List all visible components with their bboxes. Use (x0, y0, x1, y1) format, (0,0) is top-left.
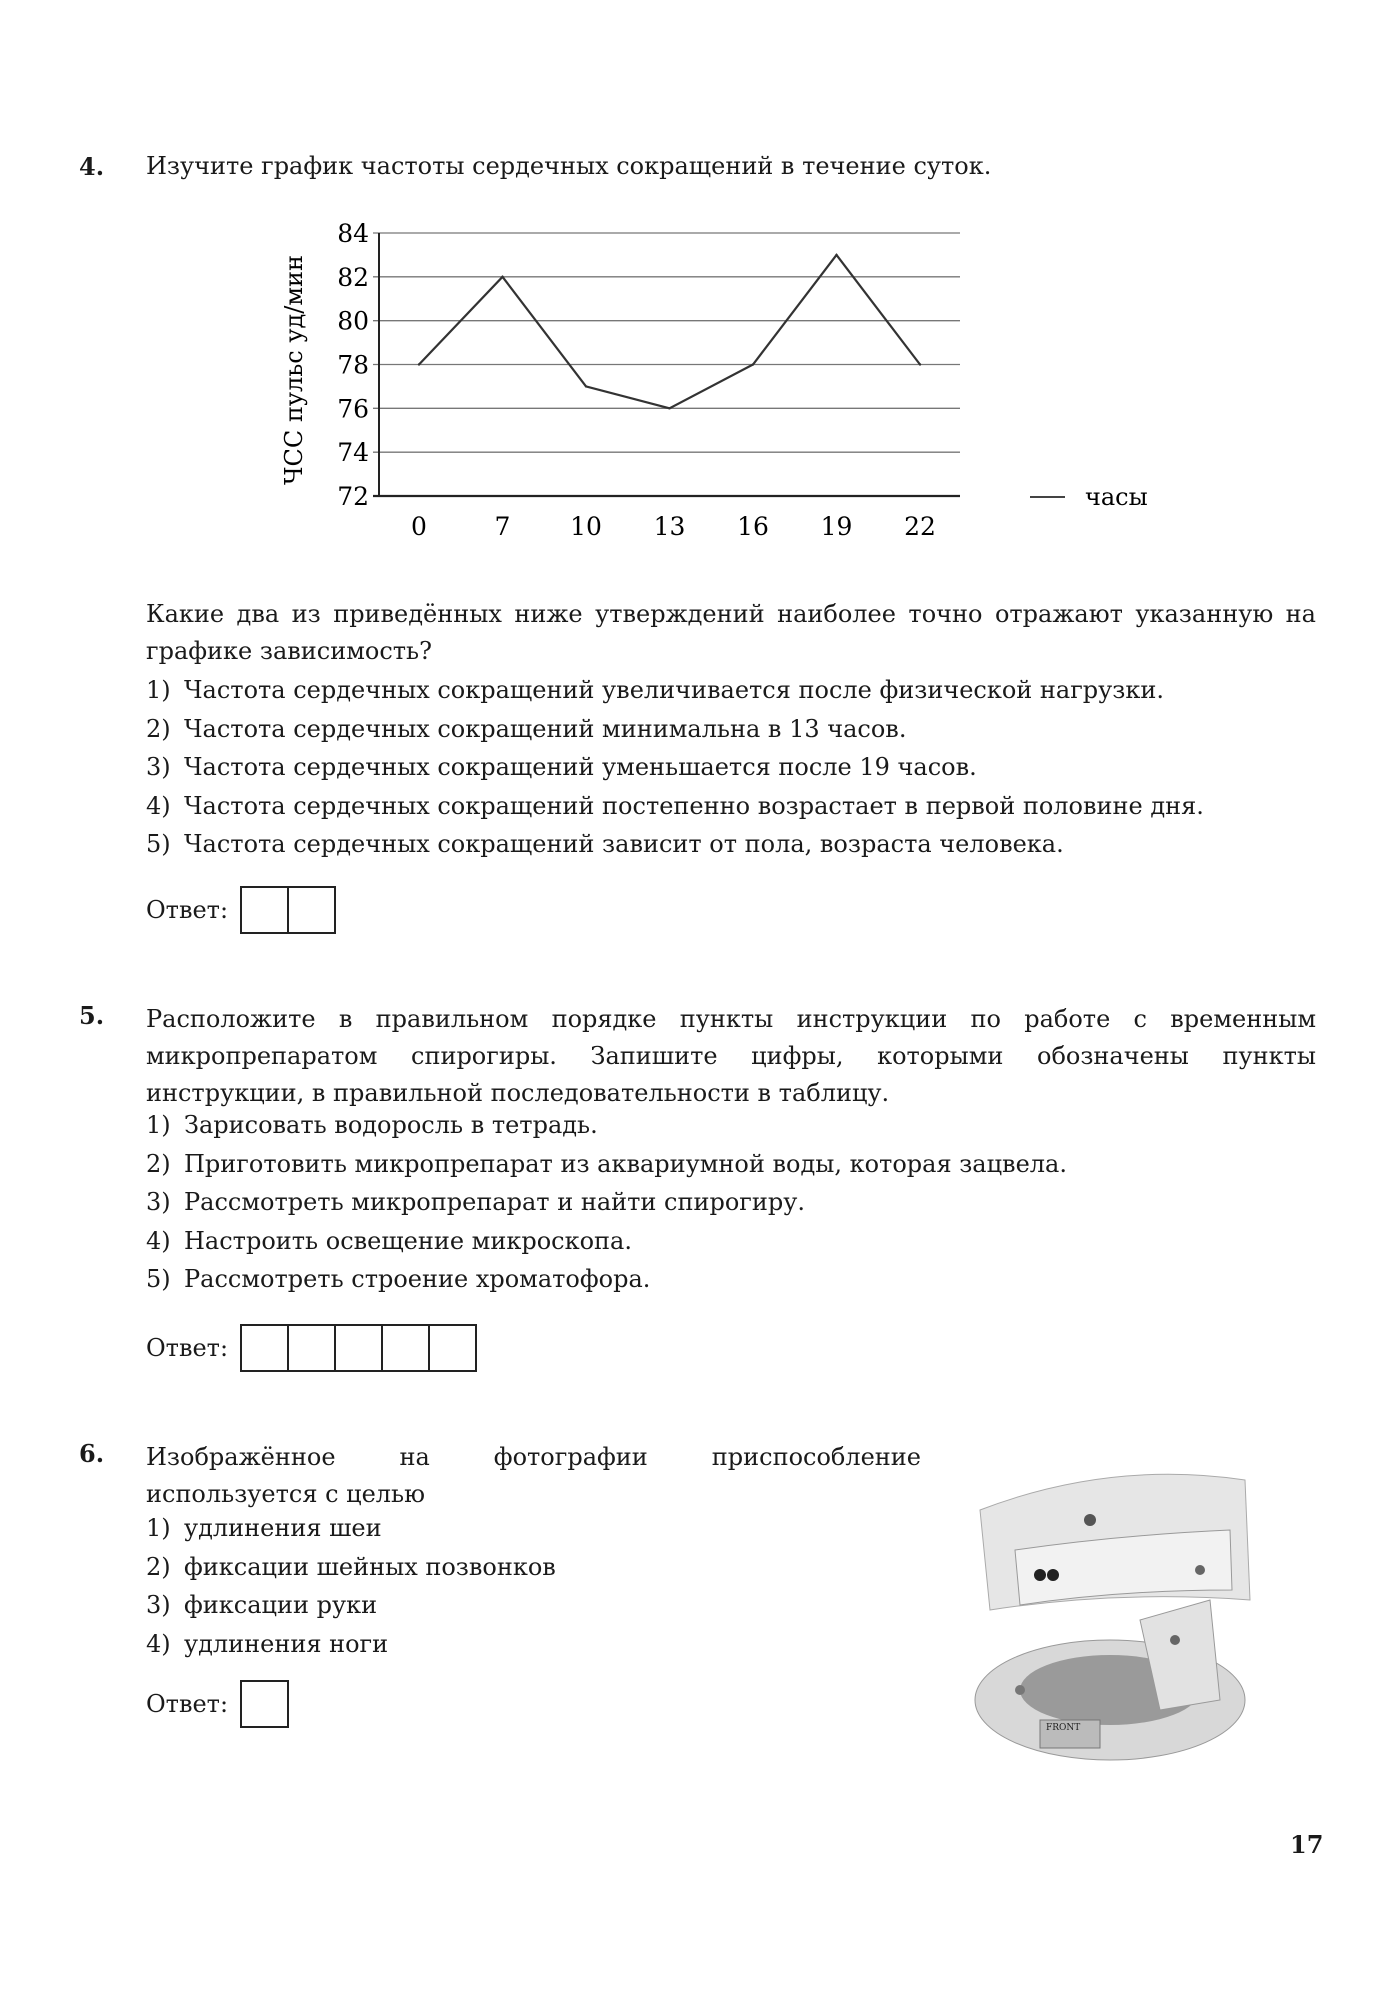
option-text: удлинения шеи (184, 1514, 382, 1542)
answer-label: Ответ: (146, 1690, 229, 1718)
question-6-number: 6. (79, 1439, 105, 1468)
option-number: 5) (146, 830, 171, 858)
option-text: Рассмотреть микропрепарат и найти спирогиру. (184, 1188, 805, 1216)
option-1 (146, 1111, 598, 1139)
answer-cell[interactable] (289, 888, 334, 932)
y-tick-label: 82 (337, 262, 369, 292)
answer-label: Ответ: (146, 896, 229, 924)
option-2 (146, 1150, 1067, 1178)
option-number: 5) (146, 1265, 171, 1293)
option-text: Частота сердечных сокращений уменьшается после 19 часов. (184, 753, 977, 781)
y-tick-label: 72 (337, 482, 369, 511)
question-6-prompt: Изображённое на фотографии приспособление используется с целью (146, 1443, 921, 1508)
collar-front-label: FRONT (1046, 1723, 1081, 1733)
heart-rate-line (419, 255, 920, 408)
answer-cell[interactable] (289, 1326, 336, 1370)
option-text: Частота сердечных сокращений увеличивается после физической нагрузки. (184, 676, 1165, 704)
option-1 (146, 1514, 382, 1542)
y-axis-label: ЧСС пульс уд/мин (280, 254, 308, 486)
option-3 (146, 1591, 377, 1619)
option-5 (146, 1265, 650, 1293)
option-text: Частота сердечных сокращений постепенно возрастает в первой половине дня. (184, 791, 1204, 820)
x-tick-label: 19 (820, 512, 853, 541)
question-6-answer (146, 1680, 289, 1728)
option-3 (146, 753, 977, 781)
y-tick-label: 74 (337, 438, 369, 468)
question-4-text: Какие два из приведённых ниже утверждений наиболее точно отражают указанную на графике зависимость? (146, 600, 1316, 665)
option-number: 4) (146, 1226, 171, 1255)
question-5-answer (146, 1324, 477, 1372)
cervical-collar-photo (960, 1440, 1290, 1780)
y-tick-label: 78 (337, 350, 369, 380)
option-text: Частота сердечных сокращений минимальна в 13 часов. (184, 714, 907, 743)
y-tick-label: 80 (337, 306, 369, 336)
option-number: 3) (146, 1188, 171, 1216)
option-4 (146, 792, 1204, 820)
option-2 (146, 715, 906, 743)
answer-label: Ответ: (146, 1334, 229, 1362)
answer-cell[interactable] (242, 1682, 287, 1726)
question-4-answer (146, 886, 336, 934)
x-tick-label: 16 (737, 512, 769, 541)
option-number: 4) (146, 791, 171, 820)
option-text: фиксации шейных позвонков (184, 1552, 556, 1581)
y-tick-label: 84 (337, 219, 369, 248)
option-text: Рассмотреть строение хроматофора. (184, 1265, 651, 1293)
option-4 (146, 1227, 632, 1255)
option-number: 1) (146, 676, 171, 704)
answer-cell[interactable] (336, 1326, 383, 1370)
x-tick-label: 0 (411, 512, 427, 541)
question-4-number: 4. (79, 152, 105, 181)
x-tick-label: 22 (904, 512, 936, 541)
question-5-number: 5. (79, 1001, 105, 1030)
option-text: Приготовить микропрепарат из аквариумной воды, которая зацвела. (184, 1149, 1067, 1178)
option-text: Зарисовать водоросль в тетрадь. (184, 1111, 598, 1139)
option-number: 2) (146, 714, 171, 743)
x-axis-label: часы (1085, 483, 1148, 511)
option-text: Частота сердечных сокращений зависит от пола, возраста человека. (184, 830, 1064, 858)
option-4 (146, 1630, 388, 1658)
answer-cell[interactable] (242, 1326, 289, 1370)
page-number: 17 (1290, 1830, 1324, 1859)
y-tick-label: 76 (337, 394, 369, 424)
option-2 (146, 1553, 556, 1581)
option-text: фиксации руки (184, 1591, 378, 1619)
option-number: 2) (146, 1552, 171, 1581)
option-number: 3) (146, 1591, 171, 1619)
answer-cell[interactable] (383, 1326, 430, 1370)
option-number: 4) (146, 1629, 171, 1658)
option-5 (146, 830, 1064, 858)
option-3 (146, 1188, 805, 1216)
option-text: удлинения ноги (184, 1629, 389, 1658)
option-number: 1) (146, 1514, 171, 1542)
question-5-prompt: Расположите в правильном порядке пункты инструкции по работе с временным микропрепаратом спирогиры. Запишите цифры, которыми обозначены пункты инструкции, в правильной последовательности в таблицу. (146, 1005, 1316, 1107)
heart-rate-chart (250, 205, 1150, 555)
x-tick-label: 7 (494, 512, 511, 541)
answer-cell[interactable] (430, 1326, 475, 1370)
option-number: 2) (146, 1149, 171, 1178)
x-tick-label: 10 (570, 512, 602, 541)
option-number: 3) (146, 753, 171, 781)
option-1 (146, 676, 1164, 704)
x-tick-label: 13 (653, 512, 686, 541)
answer-cell[interactable] (242, 888, 289, 932)
option-number: 1) (146, 1111, 171, 1139)
question-4-prompt: Изучите график частоты сердечных сокращений в течение суток. (146, 152, 992, 180)
option-text: Настроить освещение микроскопа. (184, 1226, 632, 1255)
